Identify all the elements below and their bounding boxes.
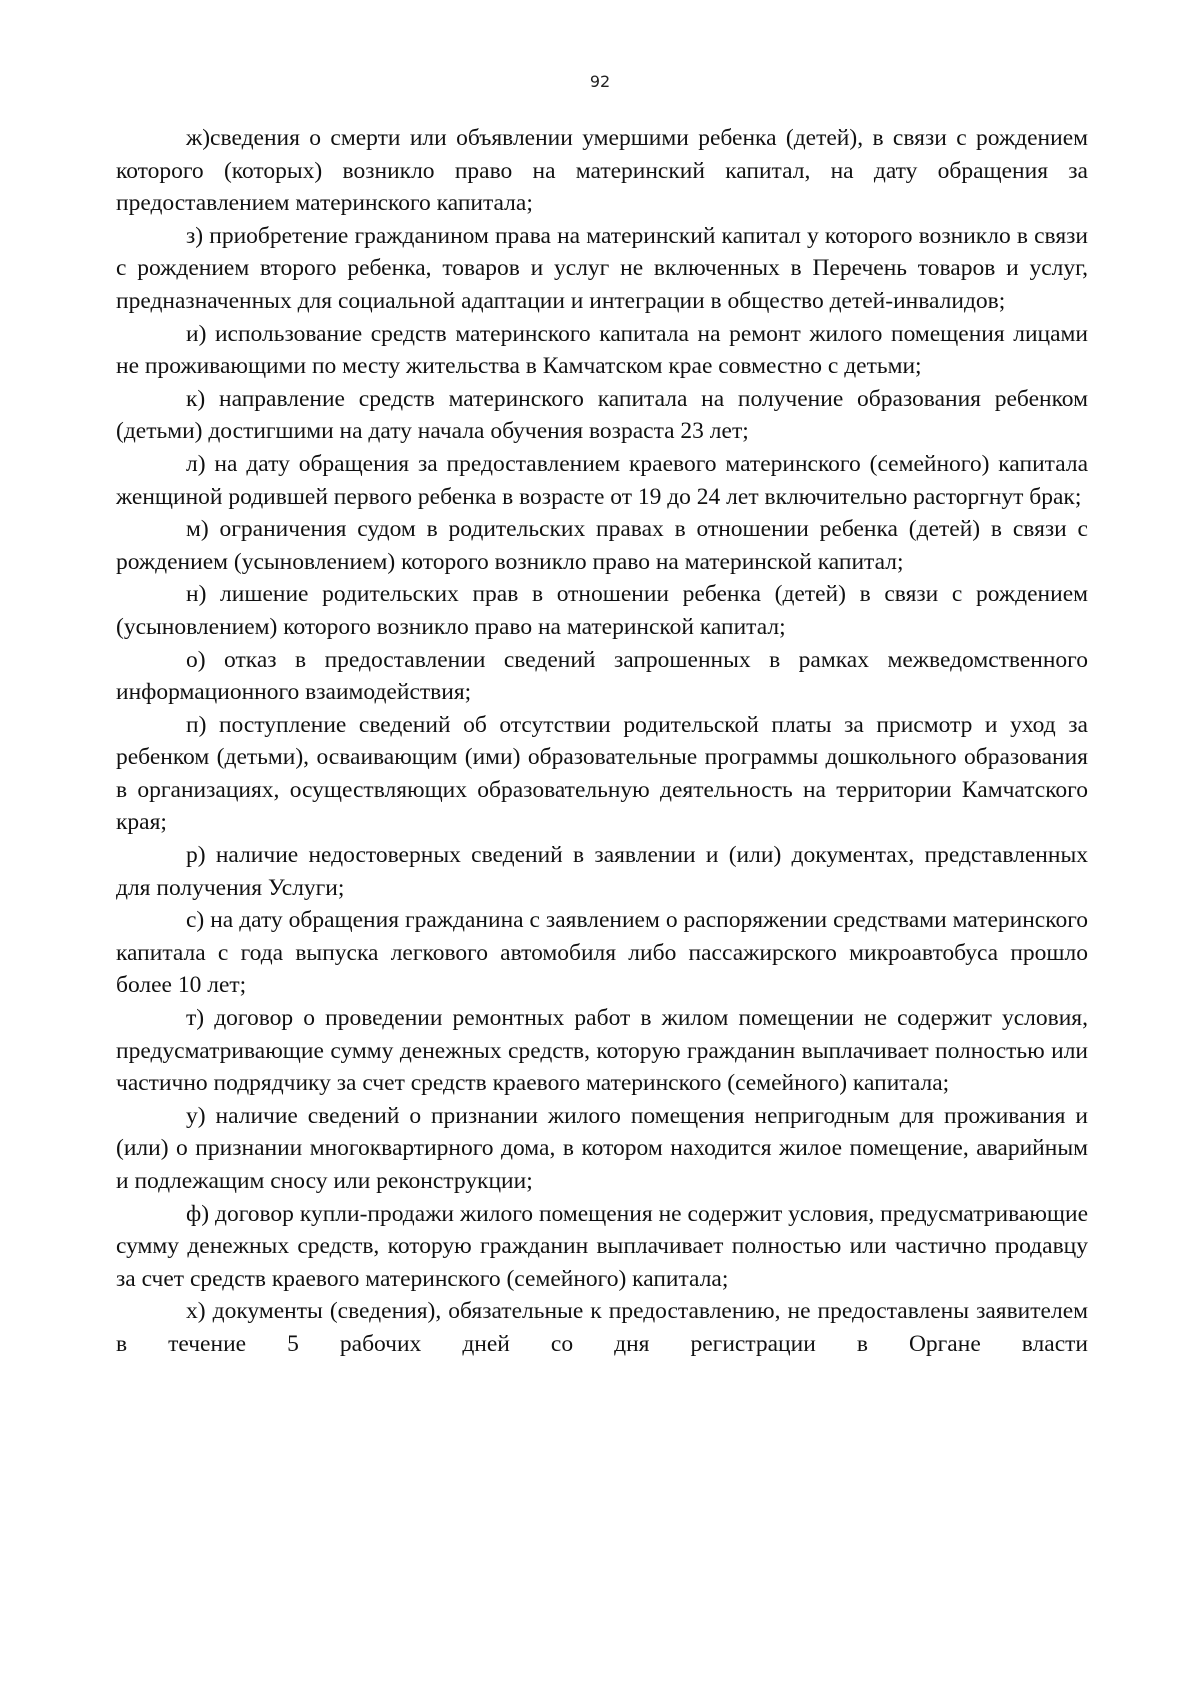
paragraph-f: ф) договор купли-продажи жилого помещения не содержит условия, предусматривающие сумму денежных средств, которую гражданин выплачивает полностью или частично продавцу за счет средств краевого материнского (семейного) капитала; [116, 1200, 1088, 1292]
paragraph-z: з) приобретение гражданином права на материнский капитал у которого возникло в связи с рождением второго ребенка, товаров и услуг не включенных в Перечень товаров и услуг, предназначенных для социальной адаптации и интеграции в общество детей-инвалидов; [116, 222, 1088, 314]
paragraph-i: и) использование средств материнского капитала на ремонт жилого помещения лицами не проживающими по месту жительства в Камчатском крае совместно с детьми; [116, 320, 1088, 380]
paragraph-k: к) направление средств материнского капитала на получение образования ребенком (детьми) достигшими на дату начала обучения возраста 23 лет; [116, 385, 1088, 445]
paragraph-s: с) на дату обращения гражданина с заявлением о распоряжении средствами материнского капитала с года выпуска легкового автомобиля либо пассажирского микроавтобуса прошло более 10 лет; [116, 907, 1088, 999]
paragraph-zh: ж)сведения о смерти или объявлении умершими ребенка (детей), в связи с рождением которого (которых) возникло право на материнский капитал, на дату обращения за предоставлением материнского капитала; [116, 125, 1088, 217]
paragraph-u: у) наличие сведений о признании жилого помещения непригодным для проживания и (или) о признании многоквартирного дома, в котором находится жилое помещение, аварийным и подлежащим сносу или реконструкции; [116, 1102, 1088, 1194]
paragraph-o: о) отказ в предоставлении сведений запрошенных в рамках межведомственного информационного взаимодействия; [116, 646, 1088, 706]
paragraph-t: т) договор о проведении ремонтных работ в жилом помещении не содержит условия, предусматривающие сумму денежных средств, которую гражданин выплачивает полностью или частично подрядчику за счет средств краевого материнского (семейного) капитала; [116, 1005, 1088, 1097]
page-number: 92 [589, 72, 611, 91]
paragraph-p: п) поступление сведений об отсутствии родительской платы за присмотр и уход за ребенком (детьми), осваивающим (ими) образовательные программы дошкольного образования в организациях, осуществляющих образовательную деятельность на территории Камчатского края; [116, 711, 1088, 836]
paragraph-n: н) лишение родительских прав в отношении ребенка (детей) в связи с рождением (усыновлением) которого возникло право на материнской капитал; [116, 581, 1088, 640]
paragraph-m: м) ограничения судом в родительских правах в отношении ребенка (детей) в связи с рождением (усыновлением) которого возникло право на материнской капитал; [116, 516, 1088, 575]
paragraph-l: л) на дату обращения за предоставлением краевого материнского (семейного) капитала женщиной родившей первого ребенка в возрасте от 19 до 24 лет включительно расторгнут брак; [116, 450, 1088, 510]
document-body [116, 122, 1088, 1361]
paragraph-kh: х) документы (сведения), обязательные к предоставлению, не предоставлены заявителем в течение 5 рабочих дней со дня регистрации в Органе власти [116, 1298, 1088, 1357]
paragraph-r: р) наличие недостоверных сведений в заявлении и (или) документах, представленных для получения Услуги; [116, 842, 1088, 901]
